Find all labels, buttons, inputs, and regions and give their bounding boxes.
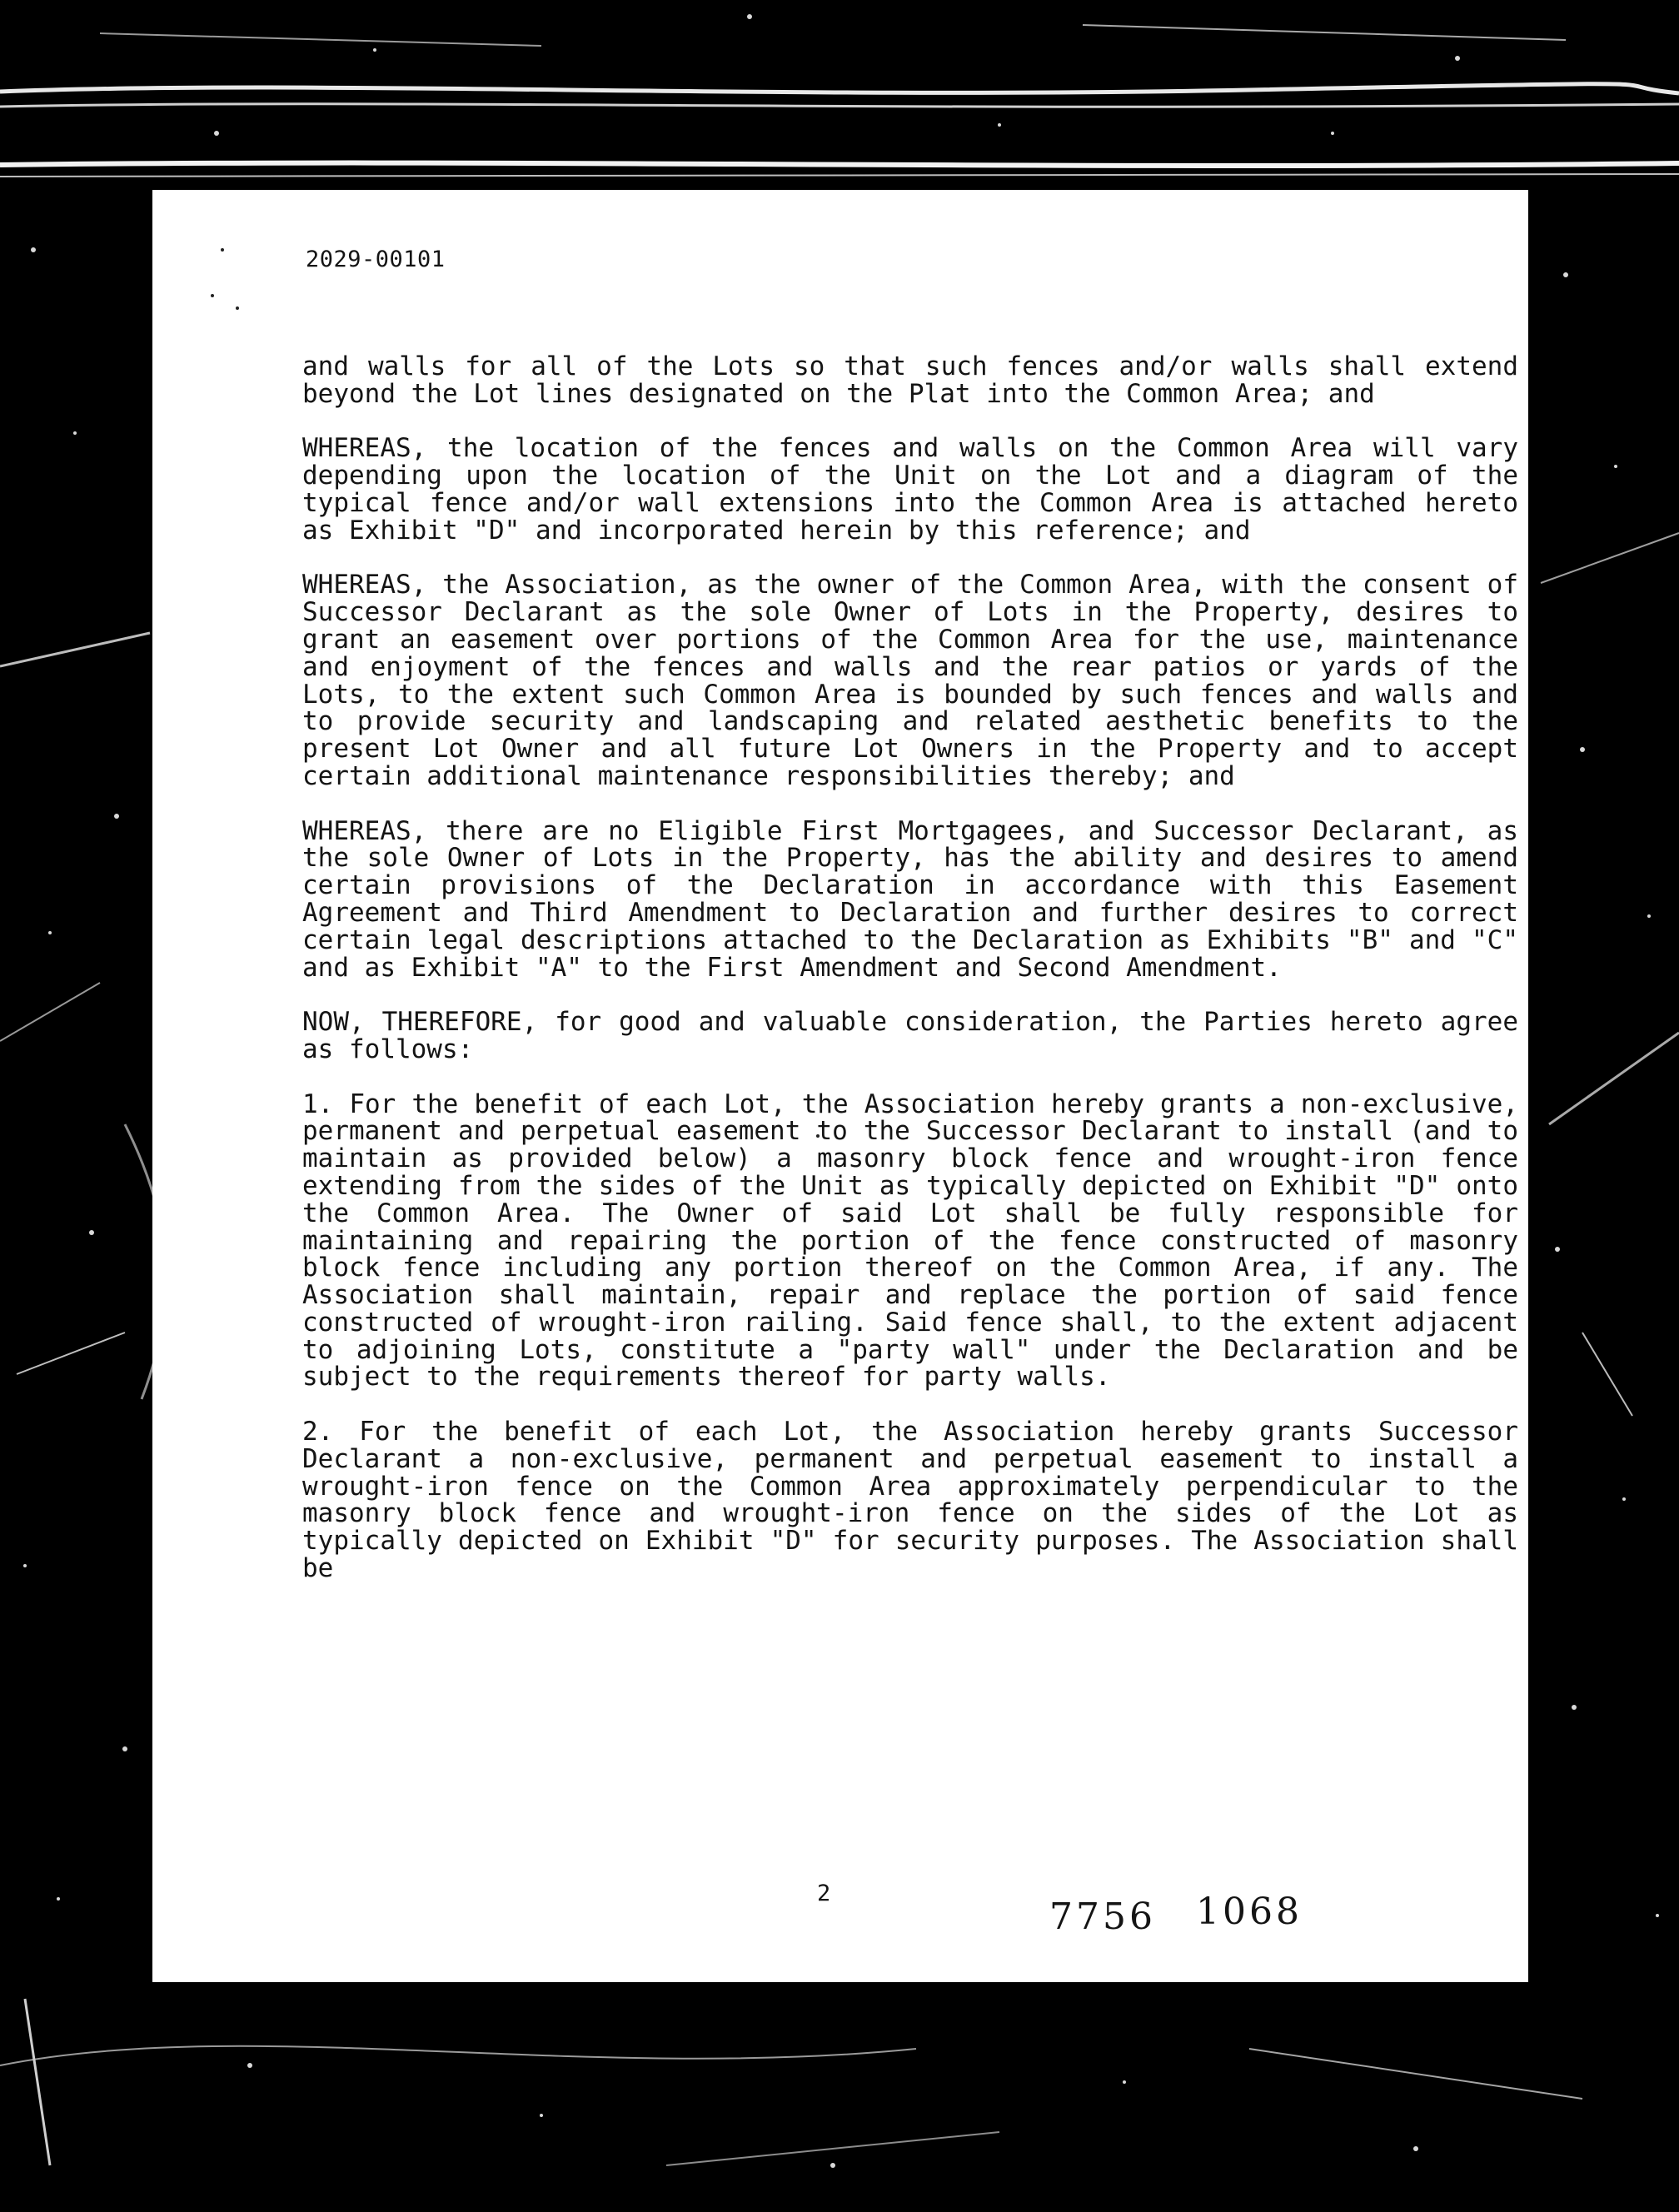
scan-speck xyxy=(221,248,224,252)
paragraph-section-2: 2. For the benefit of each Lot, the Association hereby grants Successor Declarant a non-exclusive, permanent and perpetual easement to install a wrought-iron fence on the Common Area approximately perpendicular to the masonry block fence and wrought-iron fence on the sides of the Lot as typically depicted on Exhibit "D" for security purposes. The Association shall be xyxy=(302,1417,1518,1584)
paragraph-section-1: 1. For the benefit of each Lot, the Association hereby grants a non-exclusive, permanent and perpetual easement to the Successor Declarant to install (and to maintain as provided below) a masonry block fence and wrought-iron fence extending from the sides of the Unit as typically depicted on Exhibit "D" onto the Common Area. The Owner of said Lot shall be fully responsible for maintaining and repairing the portion of the fence constructed of masonry block fence including any portion thereof on the Common Area, if any. The Association shall maintain, repair and replace the portion of said fence constructed of wrought-iron railing. Said fence shall, to the extent adjacent to adjoining Lots, constitute a "party wall" under the Declaration and be subject to the requirements thereof for party walls. xyxy=(302,1089,1518,1392)
paragraph-whereas-mortgagees: WHEREAS, there are no Eligible First Mortgagees, and Successor Declarant, as the sole Owner of Lots in the Property, has the ability and desires to amend certain provisions of the Declaration in accordance with this Easement Agreement and Third Amendment to Declaration and further desires to correct certain legal descriptions attached to the Declaration as Exhibits "B" and "C" and as Exhibit "A" to the First Amendment and Second Amendment. xyxy=(302,815,1518,983)
record-page-number: 1068 xyxy=(1196,1891,1303,1933)
document-number: 2029-00101 xyxy=(306,247,446,272)
page-number: 2 xyxy=(817,1881,831,1906)
record-book-number: 7756 xyxy=(1049,1896,1156,1938)
paragraph-whereas-association: WHEREAS, the Association, as the owner of the Common Area, with the consent of Successor Declarant as the sole Owner of Lots in the Property, desires to grant an easement over portions of the Common Area for the use, maintenance and enjoyment of the fences and walls and the rear patios or yards of the Lots, to the extent such Common Area is bounded by such fences and walls and to provide security and landscaping and related aesthetic benefits to the present Lot Owner and all future Lot Owners in the Property and to accept certain additional maintenance responsibilities thereby; and xyxy=(302,570,1518,791)
scan-speck xyxy=(211,294,214,297)
paragraph-continuation: and walls for all of the Lots so that such fences and/or walls shall extend beyond the Lot lines designated on the Plat into the Common Area; and xyxy=(302,351,1518,409)
scan-speck xyxy=(236,306,239,310)
document-page xyxy=(152,190,1528,1982)
paragraph-whereas-location: WHEREAS, the location of the fences and walls on the Common Area will vary depending upon the location of the Unit on the Lot and a diagram of the typical fence and/or wall extensions into the Common Area is attached hereto as Exhibit "D" and incorporated herein by this reference; and xyxy=(302,433,1518,546)
document-body xyxy=(302,353,1518,1610)
paragraph-now-therefore: NOW, THEREFORE, for good and valuable consideration, the Parties hereto agree as follows: xyxy=(302,1007,1518,1064)
